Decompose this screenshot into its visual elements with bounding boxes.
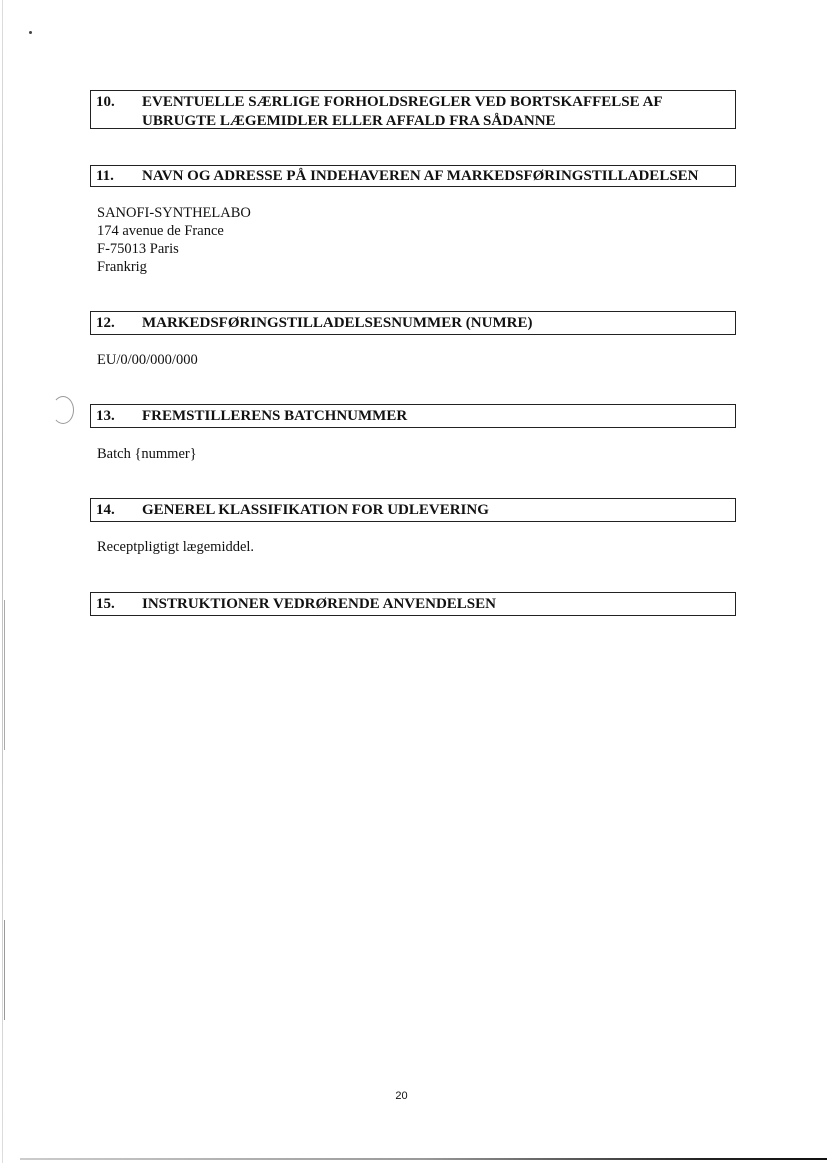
section-title: NAVN OG ADRESSE PÅ INDEHAVEREN AF MARKEDSFØRINGSTILLADELSEN: [142, 168, 699, 184]
section-11-body: [97, 204, 251, 276]
address-line: 174 avenue de France: [97, 223, 224, 239]
section-11-header: [90, 165, 736, 187]
section-number: 15.: [96, 596, 115, 612]
address-line: Frankrig: [97, 259, 147, 275]
section-title: [142, 93, 735, 131]
address-line: SANOFI-SYNTHELABO: [97, 205, 251, 221]
scan-edge-mark: [4, 920, 5, 1020]
punch-hole-mark: [52, 396, 74, 424]
section-15-header: [90, 592, 736, 616]
scan-dot: [29, 31, 32, 34]
section-13-header: [90, 404, 736, 428]
section-number: 13.: [96, 408, 115, 424]
section-title: GENEREL KLASSIFIKATION FOR UDLEVERING: [142, 502, 489, 518]
scan-edge-mark: [4, 600, 5, 750]
authorization-number: EU/0/00/000/000: [97, 352, 198, 368]
batch-number: Batch {nummer}: [97, 446, 197, 462]
section-12-body: [97, 351, 198, 369]
scan-edge-line: [2, 0, 3, 1163]
section-10-header: [90, 90, 736, 129]
classification-text: Receptpligtigt lægemiddel.: [97, 539, 255, 555]
page-number: 20: [395, 1090, 408, 1102]
section-number: 10.: [96, 94, 115, 110]
section-title: INSTRUKTIONER VEDRØRENDE ANVENDELSEN: [142, 596, 496, 612]
section-title: MARKEDSFØRINGSTILLADELSESNUMMER (NUMRE): [142, 315, 533, 331]
address-line: F-75013 Paris: [97, 241, 179, 257]
section-13-body: [97, 445, 197, 463]
section-title-line: UBRUGTE LÆGEMIDLER ELLER AFFALD FRA SÅDANNE: [142, 113, 556, 129]
section-title: FREMSTILLERENS BATCHNUMMER: [142, 408, 408, 424]
scan-bottom-edge: [20, 1158, 827, 1160]
section-14-header: [90, 498, 736, 522]
section-number: 14.: [96, 502, 115, 518]
section-number: 11.: [96, 168, 114, 184]
section-title-line: EVENTUELLE SÆRLIGE FORHOLDSREGLER VED BORTSKAFFELSE AF: [142, 94, 663, 110]
section-number: 12.: [96, 315, 115, 331]
section-12-header: [90, 311, 736, 335]
section-14-body: [97, 538, 254, 556]
